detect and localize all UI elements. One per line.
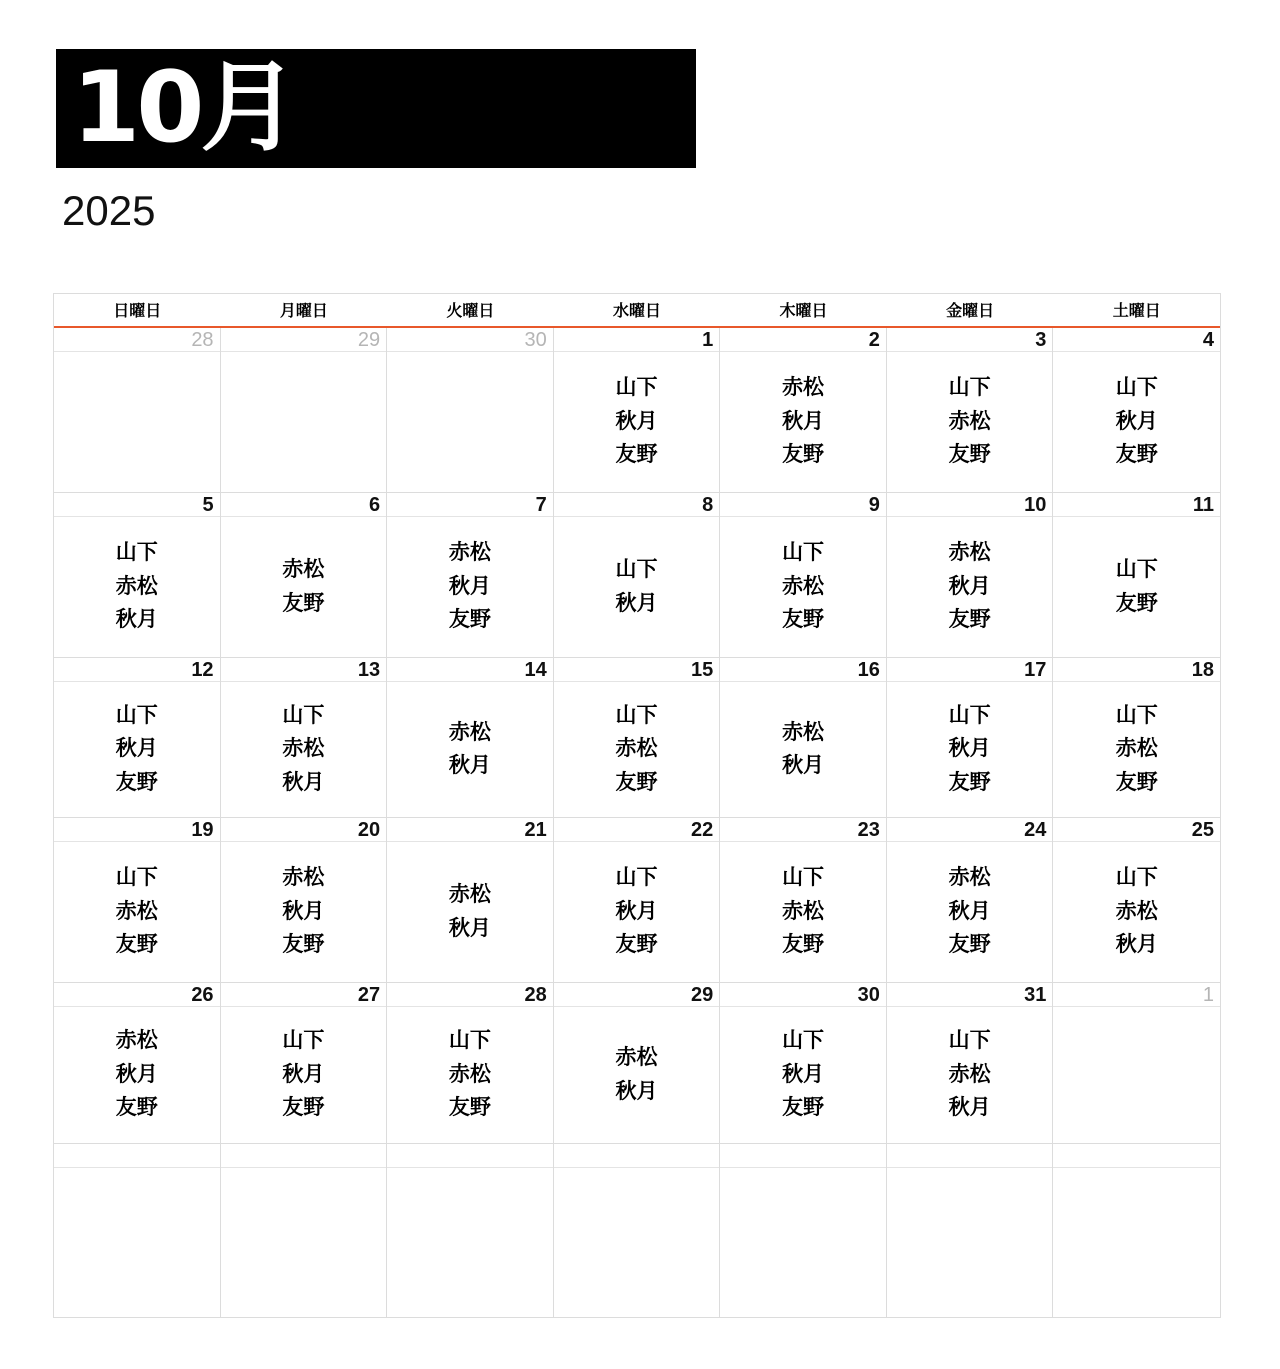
- staff-name: 友野: [448, 607, 491, 632]
- staff-name: 友野: [948, 932, 991, 957]
- staff-list: [1053, 681, 1220, 817]
- day-cell[interactable]: [554, 983, 721, 1144]
- weekday-label: 金曜日: [946, 301, 995, 320]
- staff-list: [554, 841, 720, 982]
- staff-list: [54, 681, 220, 817]
- day-number-strip: [554, 1144, 720, 1168]
- staff-name: 友野: [282, 590, 325, 615]
- day-number-strip: [720, 1144, 886, 1168]
- staff-name: 秋月: [282, 1061, 325, 1086]
- day-number-strip: [221, 658, 387, 682]
- day-cell[interactable]: [720, 818, 887, 983]
- staff-list: [54, 1006, 220, 1143]
- day-number: 24: [1024, 819, 1047, 841]
- day-number-strip: [1053, 493, 1220, 517]
- day-number: 12: [191, 659, 214, 681]
- staff-name: 友野: [615, 932, 658, 957]
- day-number-strip: [387, 818, 553, 842]
- day-number: 3: [1035, 329, 1047, 351]
- staff-list: [887, 516, 1053, 657]
- day-number: 30: [857, 984, 880, 1006]
- day-cell[interactable]: [221, 493, 388, 658]
- weekday-header: [54, 294, 1220, 328]
- day-number: 17: [1024, 659, 1047, 681]
- staff-list: [887, 351, 1053, 492]
- day-cell[interactable]: [54, 658, 221, 818]
- day-number: 10: [1024, 494, 1047, 516]
- staff-list: [1053, 516, 1220, 657]
- day-number-strip: [387, 1144, 553, 1168]
- staff-name: 山下: [615, 557, 658, 581]
- staff-name: 赤松: [282, 736, 325, 761]
- staff-name: 山下: [1115, 375, 1158, 400]
- staff-name: 赤松: [948, 540, 991, 565]
- day-number: 11: [1192, 494, 1214, 516]
- day-number: 15: [691, 659, 714, 681]
- day-number: 26: [191, 984, 214, 1006]
- staff-list: [54, 516, 220, 657]
- day-cell[interactable]: [54, 818, 221, 983]
- day-number-strip: [221, 493, 387, 517]
- day-number: 8: [702, 494, 714, 516]
- week-row: [54, 658, 1220, 818]
- calendar-grid: [53, 293, 1221, 1318]
- day-number: 20: [357, 819, 381, 841]
- staff-name: 秋月: [782, 408, 825, 433]
- day-number-strip: [554, 818, 720, 842]
- day-number-strip: [887, 983, 1053, 1007]
- week-row: [54, 493, 1220, 658]
- day-number-strip: [1053, 658, 1220, 682]
- staff-name: 友野: [1115, 442, 1158, 467]
- day-cell[interactable]: [720, 658, 887, 818]
- staff-list: [54, 1167, 220, 1317]
- staff-name: 山下: [782, 540, 825, 565]
- day-number: 22: [691, 819, 714, 841]
- day-cell[interactable]: [554, 818, 721, 983]
- staff-name: 友野: [782, 1095, 825, 1120]
- staff-name: 秋月: [615, 590, 658, 615]
- day-number-strip: [54, 1144, 220, 1168]
- staff-name: 赤松: [448, 719, 491, 744]
- staff-name: 秋月: [282, 769, 325, 794]
- day-cell[interactable]: [54, 328, 221, 493]
- day-cell[interactable]: [387, 818, 554, 983]
- day-number-strip: [54, 983, 220, 1007]
- staff-name: 赤松: [948, 1061, 991, 1086]
- staff-name: 友野: [615, 769, 658, 794]
- staff-name: 友野: [782, 607, 825, 632]
- staff-name: 山下: [115, 702, 158, 727]
- staff-list: [887, 1167, 1053, 1317]
- weekday-label: 月曜日: [279, 301, 328, 320]
- staff-name: 秋月: [448, 753, 491, 777]
- day-number: 27: [357, 984, 381, 1006]
- staff-name: 山下: [948, 702, 991, 727]
- staff-list: [1053, 1167, 1220, 1317]
- staff-name: 山下: [615, 702, 658, 727]
- day-cell[interactable]: [887, 1144, 1054, 1317]
- staff-name: 山下: [615, 375, 658, 400]
- day-cell[interactable]: [1053, 658, 1220, 818]
- day-number-strip: [887, 493, 1053, 517]
- day-number: 19: [191, 819, 214, 841]
- staff-name: 赤松: [448, 882, 491, 906]
- staff-list: [387, 516, 553, 657]
- day-number: 31: [1024, 984, 1047, 1006]
- staff-name: 友野: [282, 1095, 325, 1120]
- day-cell[interactable]: [887, 328, 1054, 493]
- day-number: 5: [202, 494, 214, 516]
- day-cell[interactable]: [720, 983, 887, 1144]
- day-number: 6: [369, 494, 381, 516]
- day-cell[interactable]: [54, 1144, 221, 1317]
- day-cell[interactable]: [387, 1144, 554, 1317]
- day-cell[interactable]: [1053, 818, 1220, 983]
- day-cell[interactable]: [1053, 328, 1220, 493]
- staff-name: 赤松: [615, 736, 658, 761]
- day-number-strip: [720, 818, 886, 842]
- staff-list: [554, 1167, 720, 1317]
- day-cell[interactable]: [54, 493, 221, 658]
- day-number: 1: [702, 329, 714, 351]
- staff-name: 秋月: [115, 607, 158, 632]
- day-cell[interactable]: [720, 1144, 887, 1317]
- staff-name: 友野: [948, 769, 991, 794]
- staff-name: 秋月: [615, 408, 658, 433]
- staff-name: 赤松: [115, 573, 158, 598]
- day-number-strip: [54, 658, 220, 682]
- day-number-strip: [54, 493, 220, 517]
- day-number-strip: [387, 493, 553, 517]
- day-number: 7: [535, 494, 547, 516]
- staff-name: 赤松: [782, 573, 825, 598]
- staff-name: 赤松: [448, 540, 491, 565]
- month-title: 10月: [72, 51, 295, 165]
- staff-list: [387, 841, 553, 982]
- week-row: [54, 983, 1220, 1144]
- weekday-label: 土曜日: [1112, 301, 1161, 320]
- staff-name: 山下: [948, 1028, 991, 1053]
- day-number-strip: [387, 328, 553, 352]
- day-number: 18: [1191, 659, 1214, 681]
- staff-list: [554, 516, 720, 657]
- staff-name: 秋月: [448, 573, 491, 598]
- day-number: 30: [524, 329, 547, 351]
- day-cell[interactable]: [887, 983, 1054, 1144]
- staff-name: 友野: [115, 1095, 158, 1120]
- staff-name: 秋月: [282, 898, 325, 923]
- staff-name: 山下: [948, 375, 991, 400]
- day-number-strip: [221, 983, 387, 1007]
- day-number-strip: [720, 658, 886, 682]
- day-cell[interactable]: [54, 983, 221, 1144]
- staff-name: 山下: [782, 1028, 825, 1053]
- day-cell[interactable]: [387, 328, 554, 493]
- day-number-strip: [1053, 328, 1220, 352]
- staff-name: 山下: [448, 1028, 491, 1053]
- weekday-label: 火曜日: [446, 301, 495, 320]
- week-row: [54, 818, 1220, 983]
- staff-list: [221, 1167, 387, 1317]
- staff-name: 赤松: [782, 898, 825, 923]
- day-number-strip: [221, 328, 387, 352]
- day-cell[interactable]: [887, 658, 1054, 818]
- day-number-strip: [720, 328, 886, 352]
- day-cell[interactable]: [1053, 1144, 1220, 1317]
- day-number-strip: [887, 658, 1053, 682]
- day-number-strip: [720, 493, 886, 517]
- staff-name: 山下: [282, 1028, 325, 1053]
- staff-list: [54, 351, 220, 492]
- day-number-strip: [1053, 1144, 1220, 1168]
- day-number: 25: [1191, 819, 1214, 841]
- staff-list: [221, 841, 387, 982]
- staff-list: [387, 351, 553, 492]
- day-cell[interactable]: [387, 983, 554, 1144]
- staff-list: [720, 516, 886, 657]
- year-label: 2025: [62, 187, 156, 234]
- day-number-strip: [1053, 983, 1220, 1007]
- day-cell[interactable]: [554, 658, 721, 818]
- week-row: [54, 328, 1220, 493]
- staff-list: [720, 681, 886, 817]
- day-cell[interactable]: [887, 493, 1054, 658]
- staff-name: 友野: [115, 769, 158, 794]
- staff-name: 友野: [782, 932, 825, 957]
- staff-name: 山下: [115, 540, 158, 565]
- staff-name: 山下: [782, 865, 825, 890]
- day-number-strip: [554, 983, 720, 1007]
- staff-name: 秋月: [615, 1078, 658, 1103]
- day-cell[interactable]: [221, 983, 388, 1144]
- weekday-label: 木曜日: [779, 301, 828, 320]
- staff-name: 赤松: [282, 865, 325, 890]
- staff-list: [554, 1006, 720, 1143]
- staff-list: [54, 841, 220, 982]
- staff-list: [221, 1006, 387, 1143]
- staff-name: 友野: [782, 442, 825, 467]
- day-cell[interactable]: [387, 658, 554, 818]
- staff-name: 山下: [115, 865, 158, 890]
- day-number-strip: [554, 658, 720, 682]
- staff-list: [720, 1006, 886, 1143]
- day-number: 29: [691, 984, 714, 1006]
- day-number-strip: [387, 658, 553, 682]
- staff-name: 赤松: [948, 408, 991, 433]
- staff-name: 友野: [948, 442, 991, 467]
- staff-name: 秋月: [948, 1095, 991, 1120]
- day-number-strip: [221, 1144, 387, 1168]
- staff-name: 友野: [1115, 590, 1158, 615]
- day-number-strip: [54, 328, 220, 352]
- day-number-strip: [887, 818, 1053, 842]
- staff-list: [554, 681, 720, 817]
- day-number-strip: [720, 983, 886, 1007]
- day-cell[interactable]: [720, 328, 887, 493]
- staff-list: [387, 1006, 553, 1143]
- staff-name: 秋月: [115, 1061, 158, 1086]
- day-cell[interactable]: [1053, 983, 1220, 1144]
- day-number: 29: [357, 329, 381, 351]
- day-number-strip: [221, 818, 387, 842]
- staff-name: 赤松: [782, 719, 825, 744]
- staff-name: 赤松: [282, 557, 325, 581]
- staff-list: [887, 681, 1053, 817]
- day-number: 28: [524, 984, 547, 1006]
- staff-name: 友野: [282, 932, 325, 957]
- staff-name: 友野: [448, 1095, 491, 1120]
- staff-name: 山下: [1115, 557, 1158, 581]
- staff-list: [720, 1167, 886, 1317]
- staff-name: 友野: [115, 932, 158, 957]
- day-number: 21: [524, 819, 547, 841]
- day-number-strip: [387, 983, 553, 1007]
- day-number: 2: [868, 329, 880, 351]
- staff-list: [887, 1006, 1053, 1143]
- staff-name: 赤松: [1115, 898, 1158, 923]
- staff-name: 赤松: [115, 1028, 158, 1053]
- day-number: 1: [1202, 984, 1214, 1006]
- staff-list: [1053, 351, 1220, 492]
- staff-name: 秋月: [948, 736, 991, 761]
- staff-name: 赤松: [948, 865, 991, 890]
- staff-name: 赤松: [615, 1045, 658, 1069]
- staff-name: 秋月: [448, 915, 491, 940]
- staff-name: 山下: [1115, 865, 1158, 890]
- day-number-strip: [887, 1144, 1053, 1168]
- staff-list: [221, 681, 387, 817]
- staff-name: 秋月: [948, 898, 991, 923]
- staff-name: 秋月: [782, 753, 825, 777]
- day-cell[interactable]: [720, 493, 887, 658]
- staff-name: 山下: [615, 865, 658, 890]
- staff-name: 秋月: [615, 898, 658, 923]
- staff-name: 赤松: [1115, 736, 1158, 761]
- week-row: [54, 1144, 1220, 1317]
- day-cell[interactable]: [554, 328, 721, 493]
- day-number-strip: [887, 328, 1053, 352]
- staff-name: 秋月: [782, 1061, 825, 1086]
- staff-name: 山下: [1115, 702, 1158, 727]
- day-number: 13: [357, 659, 381, 681]
- day-number: 4: [1202, 329, 1214, 351]
- weekday-label: 日曜日: [113, 301, 162, 320]
- staff-name: 友野: [948, 607, 991, 632]
- staff-list: [221, 516, 387, 657]
- staff-name: 赤松: [448, 1061, 491, 1086]
- staff-list: [1053, 841, 1220, 982]
- staff-name: 友野: [615, 442, 658, 467]
- day-cell[interactable]: [887, 818, 1054, 983]
- staff-name: 友野: [1115, 769, 1158, 794]
- staff-name: 山下: [282, 702, 325, 727]
- staff-name: 赤松: [782, 375, 825, 400]
- day-number: 23: [857, 819, 880, 841]
- staff-list: [221, 351, 387, 492]
- day-cell[interactable]: [221, 818, 388, 983]
- staff-list: [554, 351, 720, 492]
- day-number: 14: [524, 659, 547, 681]
- day-number-strip: [54, 818, 220, 842]
- day-cell[interactable]: [221, 328, 388, 493]
- day-cell[interactable]: [554, 493, 721, 658]
- day-number: 16: [857, 659, 880, 681]
- day-number-strip: [554, 328, 720, 352]
- staff-name: 秋月: [1115, 932, 1158, 957]
- day-number-strip: [1053, 818, 1220, 842]
- day-cell[interactable]: [1053, 493, 1220, 658]
- staff-list: [1053, 1006, 1220, 1143]
- staff-name: 秋月: [115, 736, 158, 761]
- staff-name: 秋月: [1115, 408, 1158, 433]
- staff-name: 赤松: [115, 898, 158, 923]
- staff-list: [720, 351, 886, 492]
- staff-list: [720, 841, 886, 982]
- weekday-label: 水曜日: [612, 301, 661, 320]
- day-number: 9: [868, 494, 880, 516]
- staff-name: 秋月: [948, 573, 991, 598]
- day-number-strip: [554, 493, 720, 517]
- staff-list: [887, 841, 1053, 982]
- staff-list: [387, 1167, 553, 1317]
- staff-list: [387, 681, 553, 817]
- day-cell[interactable]: [221, 1144, 388, 1317]
- day-cell[interactable]: [387, 493, 554, 658]
- day-number: 28: [191, 329, 214, 351]
- day-cell[interactable]: [221, 658, 388, 818]
- day-cell[interactable]: [554, 1144, 721, 1317]
